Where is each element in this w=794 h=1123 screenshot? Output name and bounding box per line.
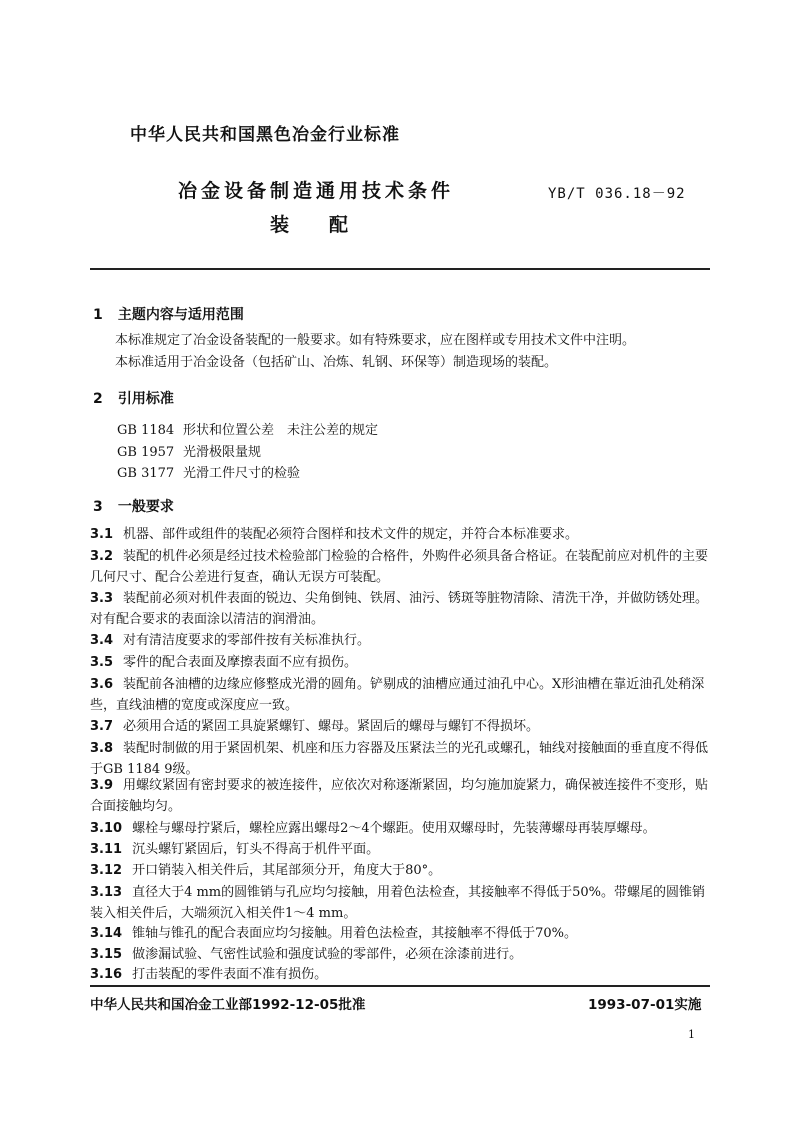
section-title: 引用标准 (117, 391, 174, 407)
reference-item (117, 441, 261, 460)
clause (90, 524, 710, 545)
clause-number: 3.2 (90, 549, 114, 564)
clause-text: 做渗漏试验、气密性试验和强度试验的零部件，必须在涂漆前进行。 (132, 947, 523, 962)
clause-number: 3.12 (90, 863, 123, 878)
clause-number: 3.5 (90, 655, 114, 670)
section-title: 主题内容与适用范围 (117, 307, 244, 323)
clause-number: 3.3 (90, 591, 114, 606)
clause-number: 3.8 (90, 741, 114, 756)
clause-number: 3.14 (90, 926, 123, 941)
reference-code: GB 1184 (117, 423, 175, 438)
clause-number: 3.4 (90, 633, 114, 648)
clause (90, 674, 710, 716)
clause-text: 装配时制做的用于紧固机架、机座和压力容器及压紧法兰的光孔或螺孔，轴线对接触面的垂直度不得低于GB 1184 9级。 (90, 741, 709, 777)
reference-title: 光滑工件尺寸的检验 (183, 466, 301, 481)
clause (90, 630, 710, 651)
clause-text: 开口销装入相关件后，其尾部须分开，角度大于80°。 (132, 863, 442, 878)
clause-text: 沉头螺钉紧固后，钉头不得高于机件平面。 (132, 842, 380, 857)
clause-text: 螺栓与螺母拧紧后，螺栓应露出螺母2～4个螺距。使用双螺母时，先装薄螺母再装厚螺母。 (132, 821, 656, 836)
clause-text: 必须用合适的紧固工具旋紧螺钉、螺母。紧固后的螺母与螺钉不得损坏。 (123, 719, 540, 734)
clause-number: 3.13 (90, 885, 123, 900)
reference-code: GB 1957 (117, 445, 175, 460)
clause-number: 3.11 (90, 842, 123, 857)
document-title: 冶金设备制造通用技术条件 (178, 180, 455, 202)
clause-number: 3.7 (90, 719, 114, 734)
clause (90, 923, 710, 944)
footer-divider (90, 985, 710, 987)
clause (90, 964, 710, 985)
page-number: 1 (688, 1028, 695, 1041)
clause-number: 3.15 (90, 947, 123, 962)
section-heading-3 (93, 496, 174, 516)
clause (90, 839, 710, 860)
approval-line: 中华人民共和国冶金工业部1992-12-05批准 (90, 997, 366, 1013)
implementation-date: 1993-07-01实施 (588, 997, 702, 1013)
clause (90, 818, 710, 839)
clause-number: 3.9 (90, 778, 114, 793)
clause-text: 直径大于4 mm的圆锥销与孔应均匀接触，用着色法检查，其接触率不得低于50%。带螺尾的圆锥销装入相关件后，大端须沉入相关件1～4 mm。 (90, 885, 706, 921)
section-heading-1 (93, 304, 244, 324)
clause (90, 860, 710, 881)
clause-text: 打击装配的零件表面不准有损伤。 (132, 967, 328, 982)
clause-text: 零件的配合表面及摩擦表面不应有损伤。 (123, 655, 358, 670)
reference-title: 形状和位置公差 未注公差的规定 (183, 423, 379, 438)
section-number: 3 (93, 499, 103, 515)
clause-text: 装配前各油槽的边缘应修整成光滑的圆角。铲剔成的油槽应通过油孔中心。X形油槽在靠近油孔处稍深些，直线油槽的宽度或深度应一致。 (90, 677, 705, 713)
document-subtitle: 装配 (270, 214, 389, 236)
issuing-body: 中华人民共和国黑色冶金行业标准 (130, 125, 400, 145)
clause (90, 652, 710, 673)
reference-item (117, 462, 300, 481)
clause-number: 3.16 (90, 967, 123, 982)
reference-code: GB 3177 (117, 466, 175, 481)
clause-text: 锥轴与锥孔的配合表面应均匀接触。用着色法检查，其接触率不得低于70%。 (132, 926, 577, 941)
clause (90, 588, 710, 630)
paragraph: 本标准规定了冶金设备装配的一般要求。如有特殊要求，应在图样或专用技术文件中注明。 (115, 333, 636, 348)
clause-text: 用螺纹紧固有密封要求的被连接件，应依次对称逐渐紧固，均匀施加旋紧力，确保被连接件不变形，贴合面接触均匀。 (90, 778, 709, 814)
clause-number: 3.1 (90, 527, 114, 542)
clause (90, 944, 710, 965)
clause (90, 882, 710, 924)
clause (90, 775, 710, 817)
clause (90, 738, 710, 780)
clause-text: 对有清洁度要求的零部件按有关标准执行。 (123, 633, 371, 648)
header-divider (90, 268, 710, 270)
clause (90, 716, 710, 737)
clause-text: 装配的机件必须是经过技术检验部门检验的合格件，外购件必须具备合格证。在装配前应对机件的主要几何尺寸、配合公差进行复查，确认无误方可装配。 (90, 549, 709, 585)
clause-text: 装配前必须对机件表面的锐边、尖角倒钝、铁屑、油污、锈斑等脏物清除、清洗干净，并做防锈处理。对有配合要求的表面涂以清洁的润滑油。 (90, 591, 709, 627)
reference-item (117, 419, 378, 438)
clause-number: 3.6 (90, 677, 114, 692)
section-number: 2 (93, 391, 103, 407)
paragraph: 本标准适用于冶金设备（包括矿山、冶炼、轧钢、环保等）制造现场的装配。 (115, 355, 558, 370)
clause-number: 3.10 (90, 821, 123, 836)
clause-text: 机器、部件或组件的装配必须符合图样和技术文件的规定，并符合本标准要求。 (123, 527, 579, 542)
section-number: 1 (93, 307, 103, 323)
standard-code: YB/T 036.18－92 (548, 186, 686, 202)
section-heading-2 (93, 388, 174, 408)
reference-title: 光滑极限量规 (183, 445, 262, 460)
section-title: 一般要求 (117, 499, 174, 515)
clause (90, 546, 710, 588)
